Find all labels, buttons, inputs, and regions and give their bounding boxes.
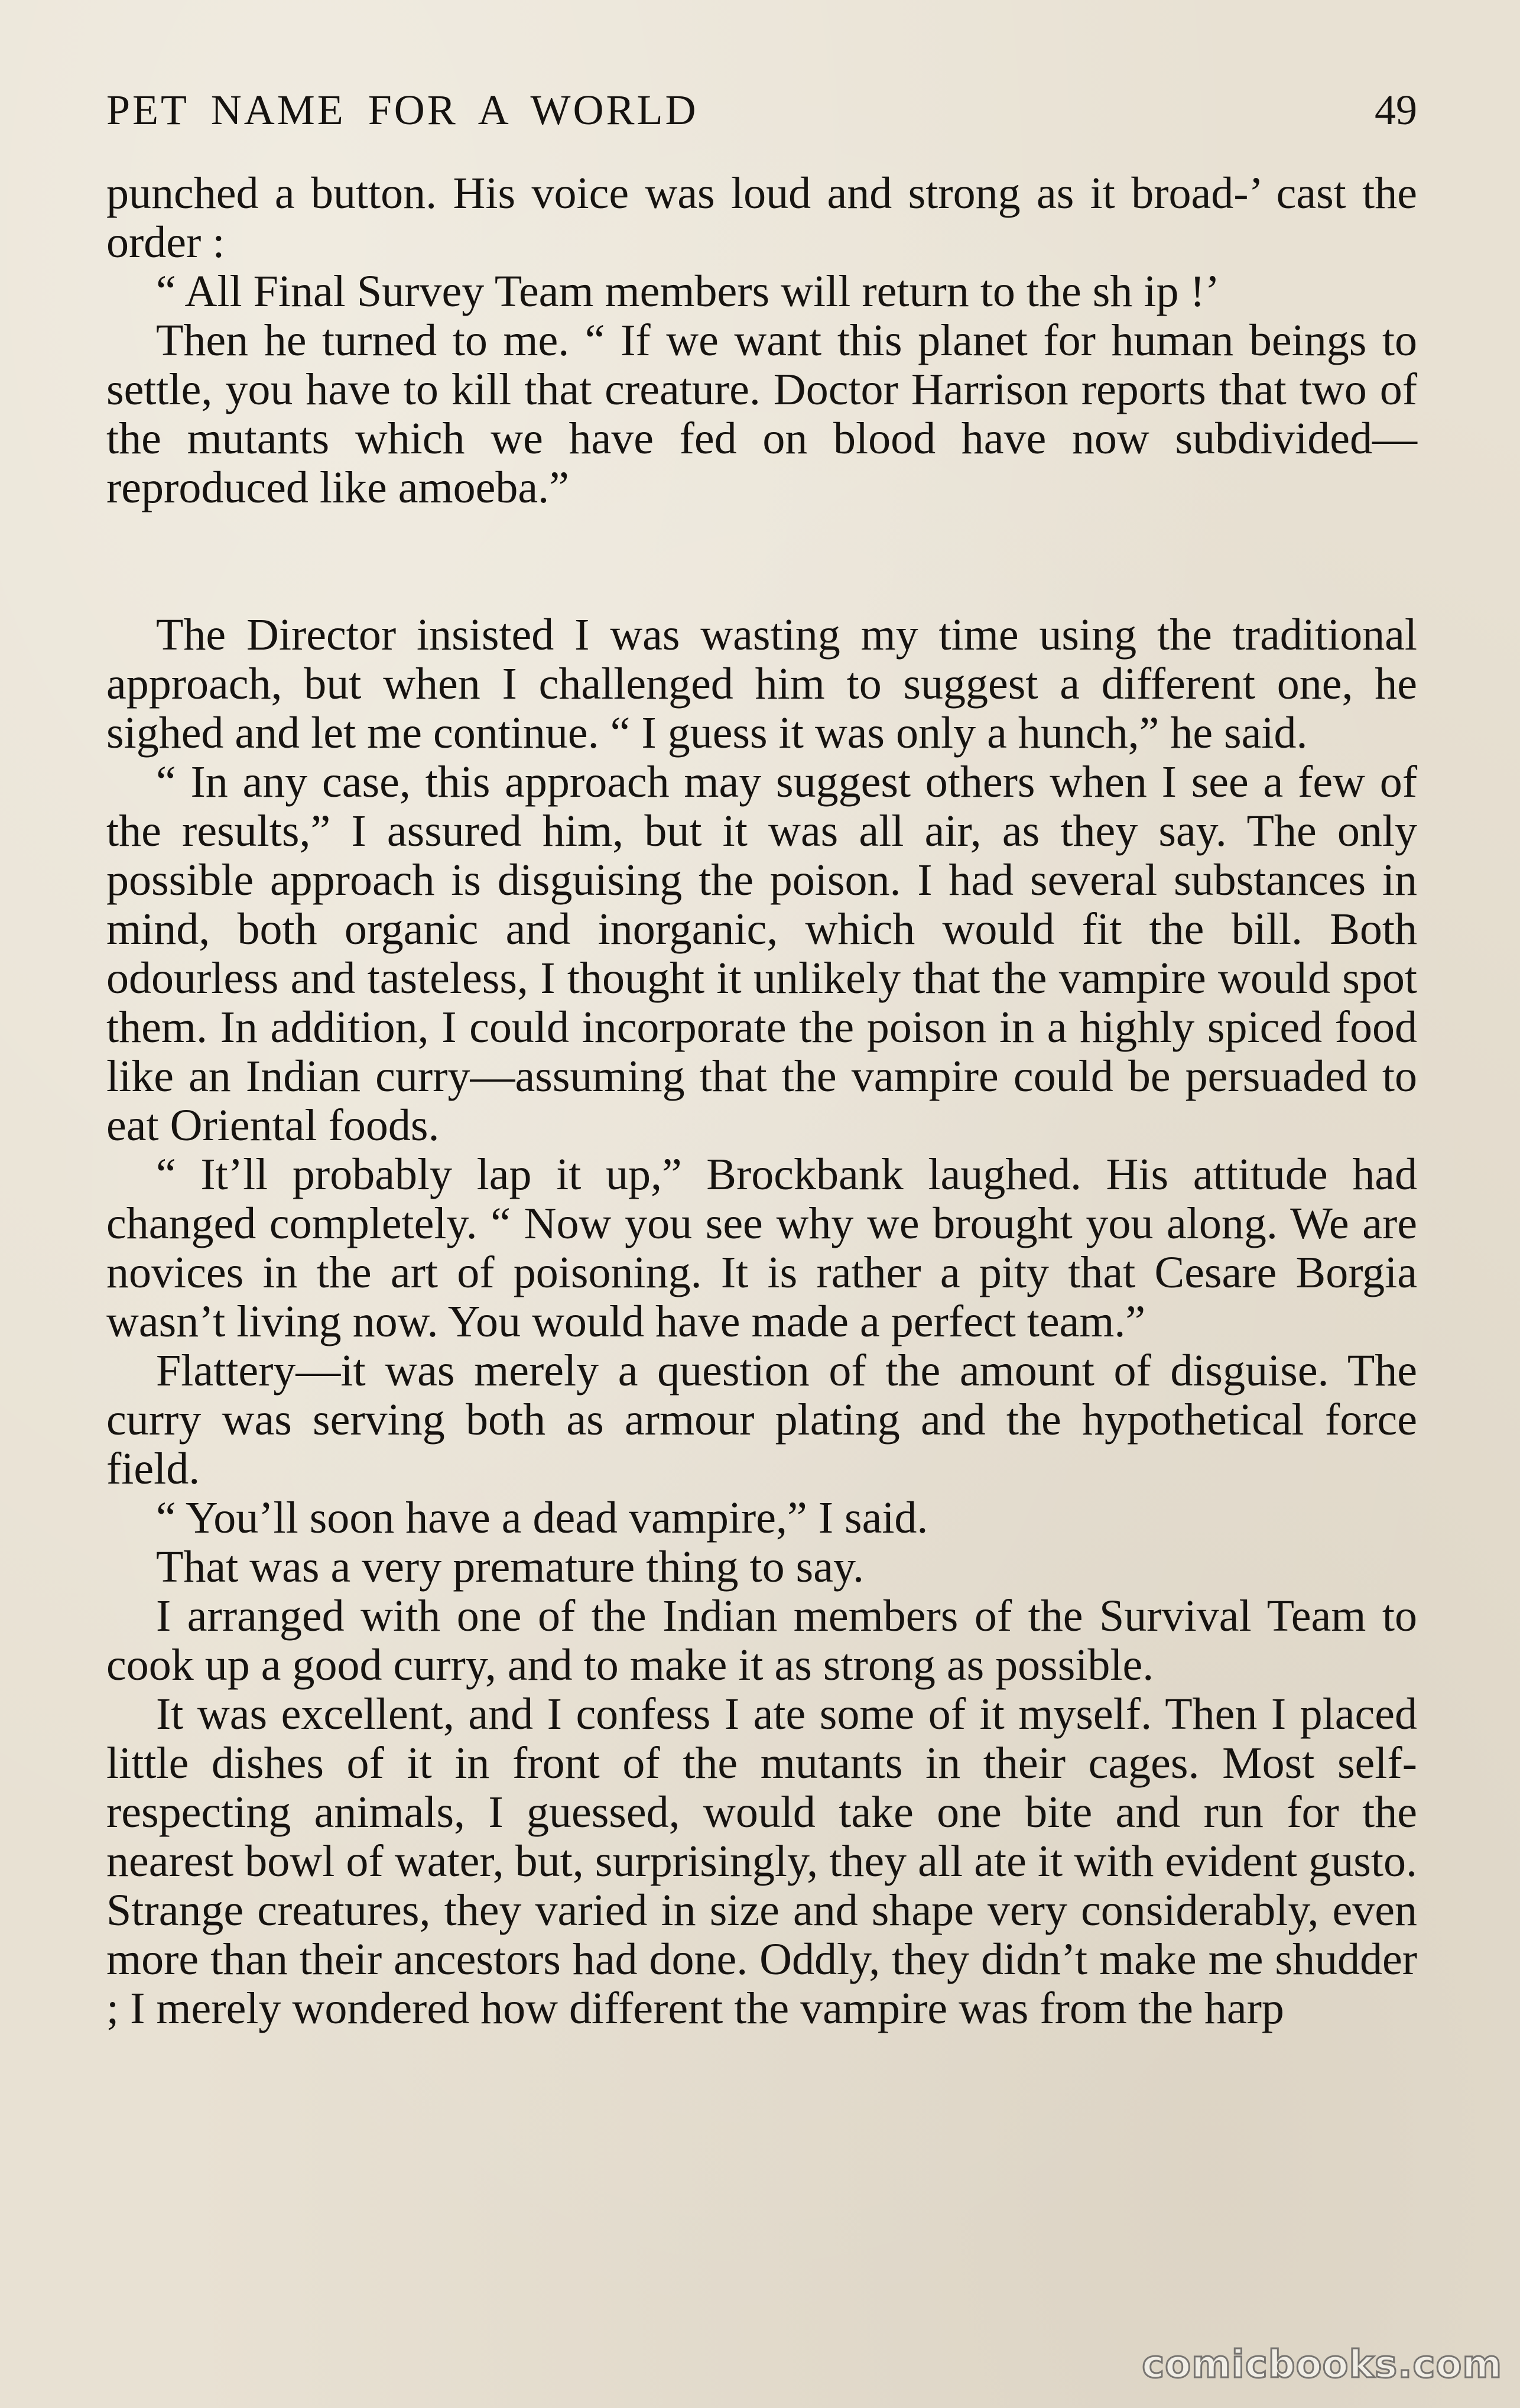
- book-page: [106, 86, 1417, 2305]
- site-watermark: comicbooks.com: [1142, 2343, 1502, 2387]
- paragraph: That was a very premature thing to say.: [156, 1542, 865, 1592]
- chapter-title: PET NAME FOR A WORLD: [106, 86, 699, 134]
- paragraph: Then he turned to me. “ If we want this planet for human beings to settle, you have to kill that creature. Doctor Harrison reports that two of the mutants which we have fed on blood have now subdivided—reproduced like amoeba.”: [106, 316, 1417, 512]
- page-number: 49: [1375, 86, 1417, 134]
- paragraph: “ It’ll probably lap it up,” Brockbank laughed. His attitude had changed completely. “ Now you see why we brought you along. We are novices in the art of poisoning. It is rather a pity that Cesare Borgia wasn’t living now. You would have made a perfect team.”: [106, 1150, 1417, 1346]
- section-break: [106, 512, 1417, 611]
- paragraph: Flattery—it was merely a question of the amount of disguise. The curry was serving both as armour plating and the hypothetical force field.: [106, 1346, 1417, 1494]
- paragraph: punched a button. His voice was loud and strong as it broad-’ cast the order :: [106, 168, 1417, 267]
- running-head: [106, 86, 1417, 142]
- paragraph: The Director insisted I was wasting my time using the traditional approach, but when I challenged him to suggest a different one, he sighed and let me continue. “ I guess it was only a hunch,” he said.: [106, 610, 1417, 758]
- paragraph: It was excellent, and I confess I ate some of it myself. Then I placed little dishes of it in front of the mutants in their cages. Most self-respecting animals, I guessed, would take one bite and run for the nearest bowl of water, but, surprisingly, they all ate it with evident gusto. Strange creatures, they varied in size and shape very considerably, even more than their ancestors had done. Oddly, they didn’t make me shudder ; I merely wondered how different the vampire was from the harp: [106, 1689, 1417, 2033]
- paragraph: I arranged with one of the Indian members of the Survival Team to cook up a good curry, and to make it as strong as possible.: [106, 1591, 1417, 1690]
- paragraph: “ You’ll soon have a dead vampire,” I said.: [156, 1493, 928, 1543]
- paragraph: “ In any case, this approach may suggest others when I see a few of the results,” I assured him, but it was all air, as they say. The only possible approach is disguising the poison. I had several substances in mind, both organic and inorganic, which would fit the bill. Both odourless and tasteless, I thought it unlikely that the vampire would spot them. In addition, I could incorporate the poison in a highly spiced food like an Indian curry—assuming that the vampire could be persuaded to eat Oriental foods.: [106, 757, 1417, 1150]
- body-text: [106, 169, 1417, 2033]
- paragraph: “ All Final Survey Team members will return to the sh ip !’: [156, 267, 1220, 316]
